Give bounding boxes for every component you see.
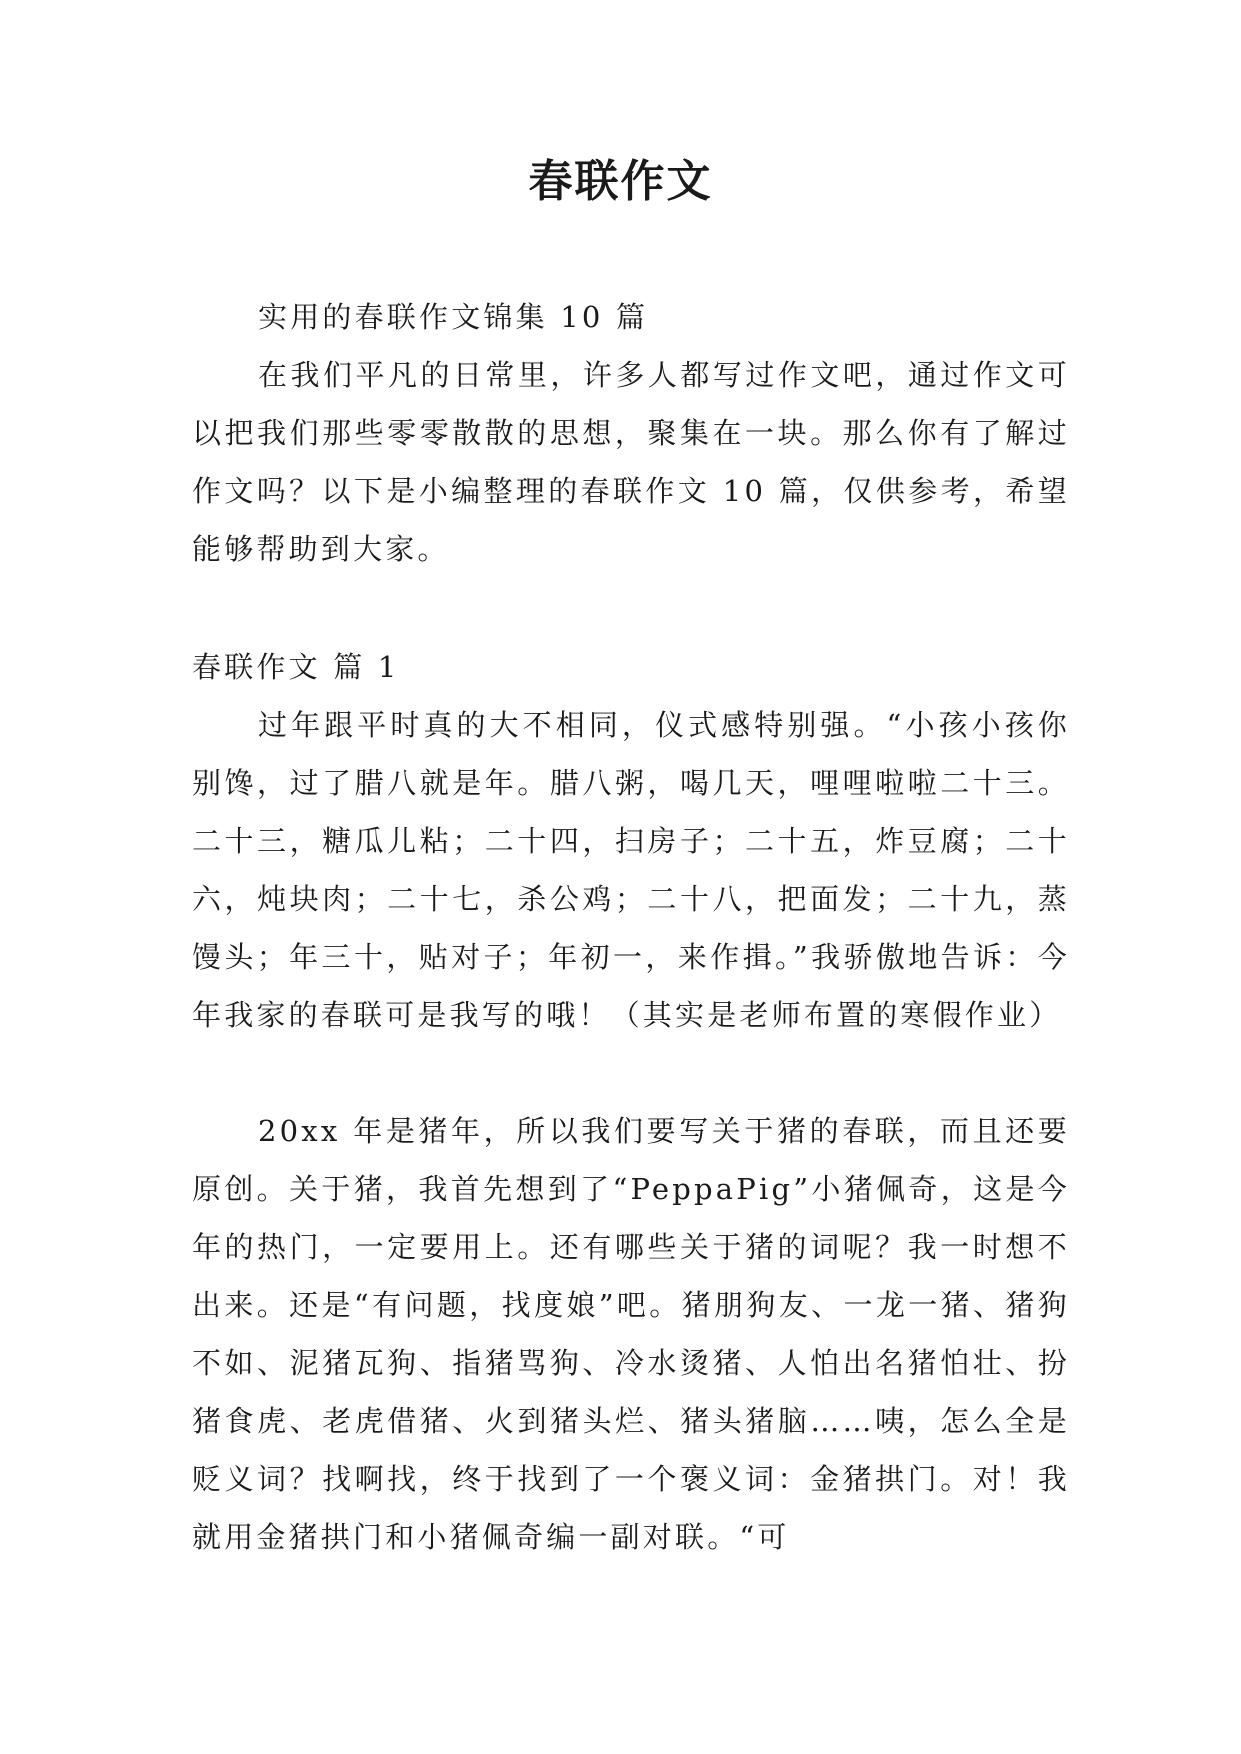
body-paragraph: 过年跟平时真的大不相同，仪式感特别强。“小孩小孩你别馋，过了腊八就是年。腊八粥，喝几天，哩哩啦啦二十三。二十三，糖瓜儿粘；二十四，扫房子；二十五，炸豆腐；二十六，炖块肉；二十七，杀公鸡；二十八，把面发；二十九，蒸馒头；年三十，贴对子；年初一，来作揖。”我骄傲地告诉：今年我家的春联可是我写的哦！（其实是老师布置的寒假作业） [192,708,1070,1032]
document-subtitle: 实用的春联作文锦集 10 篇 [258,300,649,334]
document-title: 春联作文 [528,156,713,207]
intro-paragraph: 在我们平凡的日常里，许多人都写过作文吧，通过作文可以把我们那些零零散散的思想，聚集在一块。那么你有了解过作文吗？以下是小编整理的春联作文 10 篇，仅供参考，希望能够帮助到大家。 [192,358,1070,566]
section-heading: 春联作文 篇 1 [192,650,400,684]
body-paragraph: 20xx 年是猪年，所以我们要写关于猪的春联，而且还要原创。关于猪，我首先想到了“PeppaPig”小猪佩奇，这是今年的热门，一定要用上。还有哪些关于猪的词呢？我一时想不出来。还是“有问题，找度娘”吧。猪朋狗友、一龙一猪、猪狗不如、泥猪瓦狗、指猪骂狗、冷水烫猪、人怕出名猪怕壮、扮猪食虎、老虎借猪、火到猪头烂、猪头猪脑……咦，怎么全是贬义词？找啊找，终于找到了一个褒义词：金猪拱门。对！我就用金猪拱门和小猪佩奇编一副对联。“可 [192,1114,1070,1554]
